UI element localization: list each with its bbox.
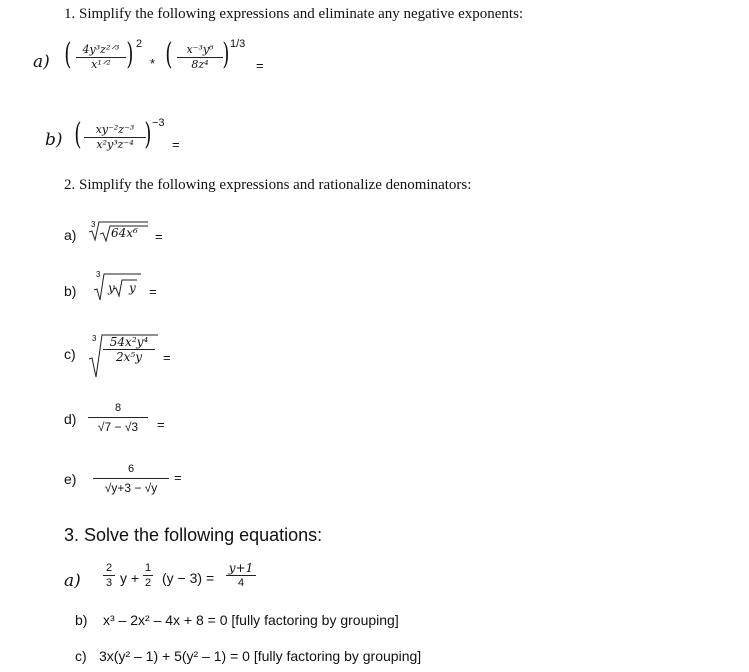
root-index: 3 xyxy=(96,270,101,279)
denominator: 3 xyxy=(105,577,113,589)
numerator: xy⁻²z⁻³ xyxy=(95,123,135,136)
equals-sign: = xyxy=(172,137,180,152)
problem-3c-label: c) xyxy=(75,648,87,664)
equation-text: (y − 3) = xyxy=(162,570,215,586)
problem-3b-equation: x³ – 2x² – 4x + 8 = 0 [fully factoring by grouping] xyxy=(103,612,399,628)
equals-sign: = xyxy=(155,229,163,244)
right-paren: ) xyxy=(222,37,230,72)
denominator: 2 xyxy=(144,577,152,589)
denominator: √y+3 − √y xyxy=(104,481,158,495)
equals-sign: = xyxy=(149,284,157,299)
numerator: 6 xyxy=(127,463,135,475)
equals-sign: = xyxy=(256,58,264,73)
root-index: 3 xyxy=(92,334,97,343)
problem-2b-label: b) xyxy=(64,283,77,299)
exponent: 1/3 xyxy=(230,38,246,50)
denominator: 4 xyxy=(237,577,245,589)
denominator: √7 − √3 xyxy=(97,420,139,434)
problem-2e-label: e) xyxy=(64,471,77,487)
section1-heading: 1. Simplify the following expressions and eliminate any negative exponents: xyxy=(64,6,524,22)
inner-variable: y xyxy=(129,281,136,295)
problem-3c-equation: 3x(y² – 1) + 5(y² – 1) = 0 [fully factoring by grouping] xyxy=(99,648,422,664)
fraction-two-thirds xyxy=(103,562,115,589)
section2-heading: 2. Simplify the following expressions and rationalize denominators: xyxy=(64,177,472,193)
denominator: x¹ᐟ² xyxy=(91,58,111,71)
numerator: 2 xyxy=(105,562,113,574)
root-index: 3 xyxy=(91,220,96,229)
right-paren: ) xyxy=(126,37,134,72)
problem-2d-label: d) xyxy=(64,411,77,427)
fraction-1b xyxy=(84,124,146,151)
exponent: −3 xyxy=(152,117,165,129)
fraction-one-half xyxy=(143,562,153,589)
radicand-fraction xyxy=(103,336,155,363)
left-paren: ( xyxy=(64,37,72,72)
fraction-y-plus-1-over-4 xyxy=(226,562,256,589)
numerator: x⁻³y⁶ xyxy=(186,43,214,56)
numerator: 54x²y⁴ xyxy=(109,335,149,349)
numerator: 1 xyxy=(144,562,152,574)
problem-2a-label: a) xyxy=(64,227,77,243)
outer-variable: y xyxy=(108,281,115,295)
multiply-sign: * xyxy=(150,56,156,71)
right-paren: ) xyxy=(144,117,152,152)
problem-1a-label: a) xyxy=(33,52,50,72)
radicand: 64x⁶ xyxy=(111,226,138,240)
numerator: 4y³z²ᐟ³ xyxy=(82,43,120,56)
left-paren: ( xyxy=(165,37,173,72)
exponent: 2 xyxy=(136,38,143,50)
section3-heading: 3. Solve the following equations: xyxy=(64,525,323,545)
equals-sign: = xyxy=(174,470,182,485)
fraction-1a-second xyxy=(177,44,223,71)
left-paren: ( xyxy=(74,117,82,152)
fraction-2d xyxy=(88,402,148,433)
equals-sign: = xyxy=(157,417,165,432)
equation-text: y + xyxy=(120,570,140,586)
problem-2c-label: c) xyxy=(64,346,76,362)
fraction-1a-first xyxy=(76,44,126,71)
numerator: y+1 xyxy=(228,561,254,575)
problem-1b-label: b) xyxy=(45,130,63,150)
denominator: x²y³z⁻⁴ xyxy=(96,138,134,151)
denominator: 8z⁴ xyxy=(191,58,209,71)
problem-3a-label: a) xyxy=(64,571,81,591)
problem-3b-label: b) xyxy=(75,612,88,628)
denominator: 2x⁵y xyxy=(116,350,142,364)
fraction-2e xyxy=(93,463,169,494)
numerator: 8 xyxy=(114,402,122,414)
equals-sign: = xyxy=(163,350,171,365)
